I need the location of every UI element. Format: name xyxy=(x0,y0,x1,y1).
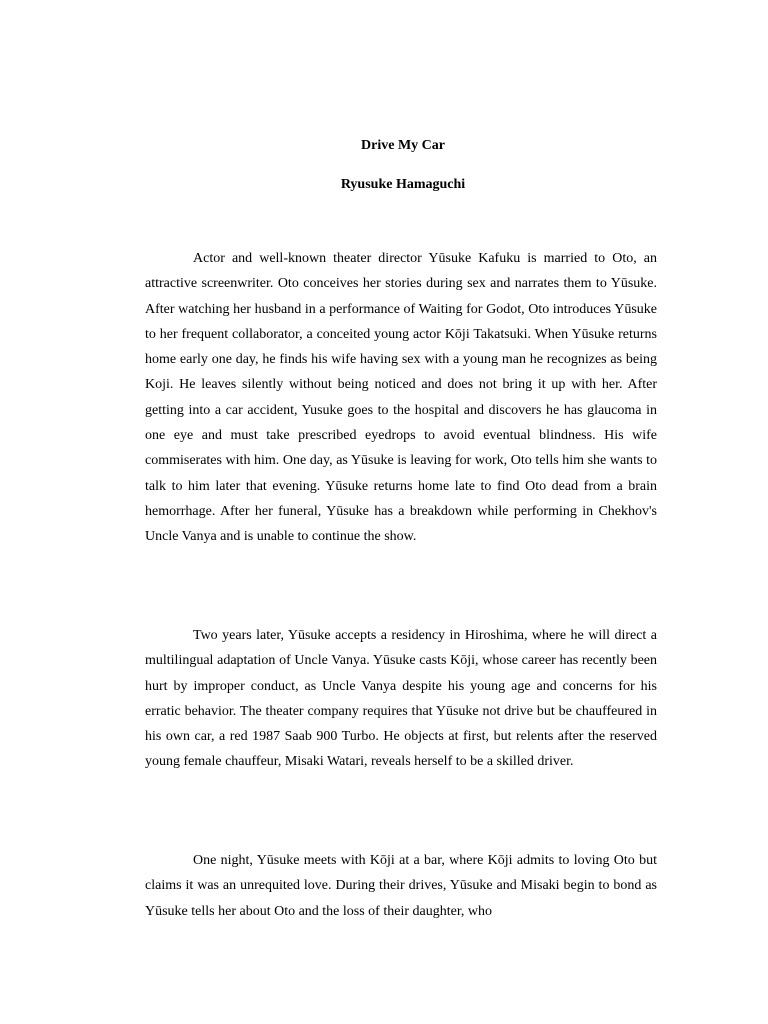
paragraph-3: One night, Yūsuke meets with Kōji at a bar, where Kōji admits to loving Oto but claims it was an unrequited love. During their drives, Yūsuke and Misaki begin to bond as Yūsuke tells her about Oto and the loss of their daughter, who xyxy=(145,853,657,919)
paragraph-2: Two years later, Yūsuke accepts a residency in Hiroshima, where he will direct a multilingual adaptation of Uncle Vanya. Yūsuke casts Kōji, whose career has recently been hurt by improper conduct, as Uncle Vanya despite his young age and concerns for his erratic behavior. The theater company requires that Yūsuke not drive but be chauffeured in his own car, a red 1987 Saab 900 Turbo. He objects at first, but relents after the reserved young female chauffeur, Misaki Watari, reveals herself to be a skilled driver. xyxy=(145,628,657,770)
document-title: Drive My Car xyxy=(361,138,445,153)
paragraph-1: Actor and well-known theater director Yūsuke Kafuku is married to Oto, an attractive screenwriter. Oto conceives her stories during sex and narrates them to Yūsuke. After watching her husband in a performance of Waiting for Godot, Oto introduces Yūsuke to her frequent collaborator, a conceited young actor Kōji Takatsuki. When Yūsuke returns home early one day, he finds his wife having sex with a young man he recognizes as being Koji. He leaves silently without being noticed and does not bring it up with her. After getting into a car accident, Yusuke goes to the hospital and discovers he has glaucoma in one eye and must take prescribed eyedrops to avoid eventual blindness. His wife commiserates with him. One day, as Yūsuke is leaving for work, Oto tells him she wants to talk to him later that evening. Yūsuke returns home late to find Oto dead from a brain hemorrhage. After her funeral, Yūsuke has a breakdown while performing in Chekhov's Uncle Vanya and is unable to continue the show. xyxy=(145,251,657,545)
document-author: Ryusuke Hamaguchi xyxy=(340,177,466,192)
